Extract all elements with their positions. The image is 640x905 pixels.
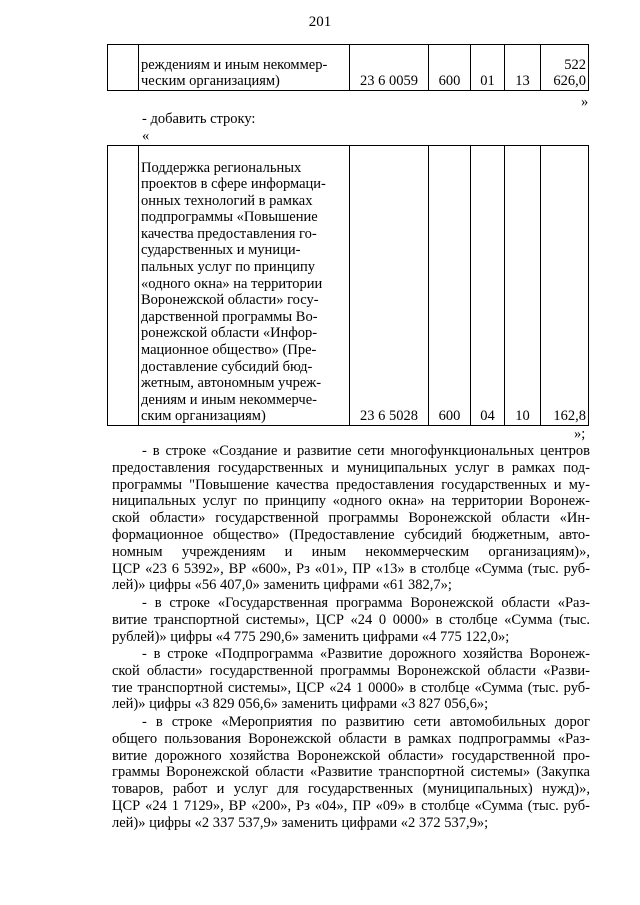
text-line: граммы Воронежской области «Развитие транспортной системы» (Закупка xyxy=(112,764,590,781)
name-line: ским организациям) xyxy=(141,408,266,425)
text-line: предоставления государственных и муниципальных услуг в рамках под- xyxy=(112,459,590,476)
rz-cell: 04 xyxy=(471,146,505,426)
csr-cell: 23 6 0059 xyxy=(350,45,429,91)
opening-quote: « xyxy=(142,128,150,144)
name-line: Поддержка региональных xyxy=(141,159,302,176)
amendment-paragraph xyxy=(112,443,590,594)
name-line: дарственной программы Во- xyxy=(141,308,318,325)
text-line: тие транспортной системы», ЦСР «24 1 0000» в столбце «Сумма (тыс. руб- xyxy=(112,679,590,696)
name-line: Воронежской области» госу- xyxy=(141,292,319,309)
text-line: лей)» цифры «56 407,0» заменить цифрами «61 382,7»; xyxy=(112,577,452,594)
amendment-paragraph xyxy=(112,714,590,832)
name-line: качества предоставления го- xyxy=(141,225,317,242)
text-line: ЦСР «24 1 7129», ВР «200», Рз «04», ПР «09» в столбце «Сумма (тыс. руб- xyxy=(112,797,590,814)
name-line: «одного окна» на территории xyxy=(141,275,323,292)
name-line: онных технологий в рамках xyxy=(141,192,313,209)
name-line: проектов в сфере информаци- xyxy=(141,176,326,193)
budget-table-existing-row xyxy=(107,44,589,91)
sum-cell: 522 626,0 xyxy=(541,45,589,91)
text-line: ЦСР «23 6 5392», ВР «600», Рз «01», ПР «13» в столбце «Сумма (тыс. руб- xyxy=(112,560,590,577)
pr-cell: 13 xyxy=(505,45,541,91)
text-line: витие дорожного хозяйства Воронежской области» государственной про- xyxy=(112,747,590,764)
table-row xyxy=(108,45,589,91)
row-name-cell xyxy=(139,45,350,91)
row-name-cell xyxy=(139,146,350,426)
budget-table-new-row xyxy=(107,145,589,426)
table-row xyxy=(108,146,589,426)
name-line: дениям и иным некоммерче- xyxy=(141,391,317,408)
text-line: номным учреждениям и иным некоммерческим организациям)», xyxy=(112,543,590,560)
text-line: - в строке «Создание и развитие сети многофункциональных центров xyxy=(142,443,590,459)
text-line: лей)» цифры «2 337 537,9» заменить цифрами «2 372 537,9»; xyxy=(112,814,489,831)
text-line: программы "Повышение качества предоставления государственных и му- xyxy=(112,476,590,493)
name-line: доставление субсидий бюд- xyxy=(141,358,313,375)
name-line: мационное общество» (Пре- xyxy=(141,342,317,359)
text-line: рублей)» цифры «4 775 290,6» заменить цифрами «4 775 122,0»; xyxy=(112,628,510,645)
name-line: подпрограммы «Повышение xyxy=(141,209,318,226)
row-number-cell xyxy=(108,146,139,426)
name-line: пальных услуг по принципу xyxy=(141,259,315,276)
vr-cell: 600 xyxy=(429,45,471,91)
text-line: витие транспортной системы», ЦСР «24 0 0000» в столбце «Сумма (тыс. xyxy=(112,611,590,628)
text-line: - в строке «Государственная программа Воронежской области «Раз- xyxy=(142,595,590,611)
row-number-cell xyxy=(108,45,139,91)
rz-cell: 01 xyxy=(471,45,505,91)
name-line: сударственных и муници- xyxy=(141,242,301,259)
name-line: ронежской области «Инфор- xyxy=(141,325,318,342)
text-line: - в строке «Подпрограмма «Развитие дорожного хозяйства Воронеж- xyxy=(142,646,590,662)
page-number: 201 xyxy=(308,14,332,30)
vr-cell: 600 xyxy=(429,146,471,426)
amendment-paragraph xyxy=(112,646,590,713)
add-row-instruction: - добавить строку: xyxy=(142,111,256,127)
text-line: общего пользования Воронежской области в рамках подпрограммы «Раз- xyxy=(112,730,590,747)
closing-quote: » xyxy=(581,94,589,110)
amendment-paragraph xyxy=(112,595,590,645)
text-line: ской области» государственной программы Воронежской области «Ин- xyxy=(112,510,590,527)
text-line: формационное общество» (Предоставление субсидий бюджетным, авто- xyxy=(112,526,590,543)
text-line: товаров, работ и услуг для государственных (муниципальных) нужд)», xyxy=(112,781,590,798)
text-line: ской области» государственной программы Воронежской области «Разви- xyxy=(112,662,590,679)
name-line: реждениям и иным некоммер- xyxy=(141,56,328,73)
text-line: ниципальных услуг по принципу «одного окна» на территории Воронеж- xyxy=(112,493,590,510)
csr-cell: 23 6 5028 xyxy=(350,146,429,426)
text-line: - в строке «Мероприятия по развитию сети автомобильных дорог xyxy=(142,714,590,730)
closing-quote: »; xyxy=(574,426,586,442)
name-line: жетным, автономным учреж- xyxy=(141,375,322,392)
sum-cell: 162,8 xyxy=(541,146,589,426)
pr-cell: 10 xyxy=(505,146,541,426)
text-line: лей)» цифры «3 829 056,6» заменить цифрами «3 827 056,6»; xyxy=(112,696,489,713)
name-line: ческим организациям) xyxy=(141,73,280,90)
